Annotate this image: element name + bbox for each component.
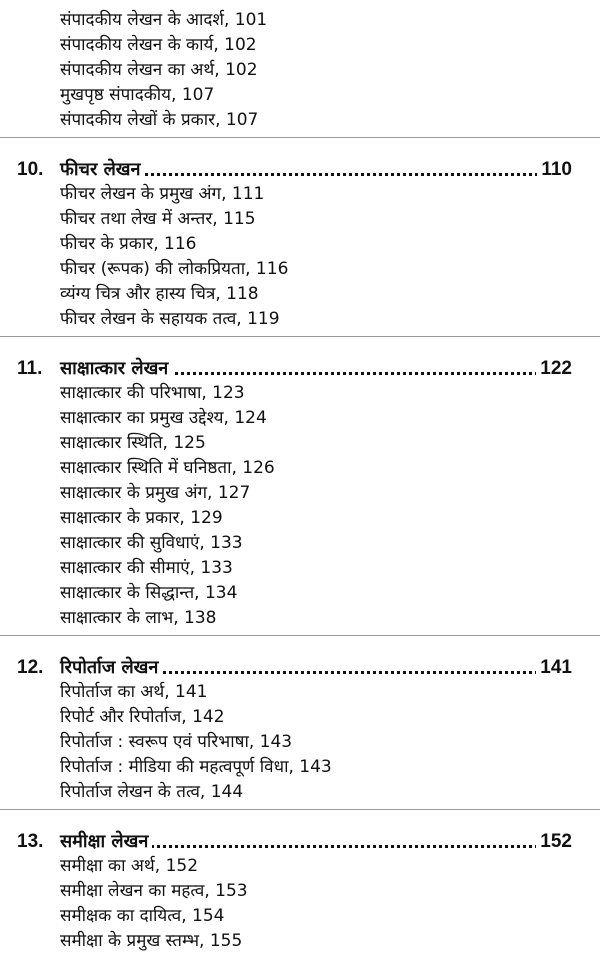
toc-subitem: मुखपृष्ठ संपादकीय, 107 bbox=[60, 85, 215, 105]
toc-subitem: साक्षात्कार का प्रमुख उद्देश्य, 124 bbox=[60, 408, 267, 428]
toc-subitem: संपादकीय लेखों के प्रकार, 107 bbox=[60, 110, 259, 130]
chapter-title: समीक्षा लेखन bbox=[60, 829, 152, 853]
chapter-items bbox=[0, 381, 600, 635]
section-divider bbox=[0, 635, 600, 636]
chapter-items bbox=[0, 680, 600, 809]
chapter-number: 10. bbox=[17, 159, 44, 180]
chapter-title: साक्षात्कार लेखन bbox=[60, 356, 172, 380]
chapter-page-number: 141 bbox=[536, 657, 572, 679]
chapter-heading bbox=[0, 351, 600, 381]
chapter-number: 13. bbox=[17, 831, 44, 852]
toc-subitem: साक्षात्कार के प्रमुख अंग, 127 bbox=[60, 483, 251, 503]
toc-subitem: रिपोर्ताज : मीडिया की महत्वपूर्ण विधा, 143 bbox=[60, 757, 332, 777]
toc-subitem: साक्षात्कार स्थिति, 125 bbox=[60, 433, 206, 453]
toc-subitem: फीचर लेखन के सहायक तत्व, 119 bbox=[60, 309, 280, 329]
toc-subitem: रिपोर्ताज लेखन के तत्व, 144 bbox=[60, 782, 244, 802]
toc-subitem: रिपोर्ताज : स्वरूप एवं परिभाषा, 143 bbox=[60, 732, 293, 752]
toc-subitem: फीचर लेखन के प्रमुख अंग, 111 bbox=[60, 184, 265, 204]
section-divider bbox=[0, 137, 600, 138]
toc-subitem: समीक्षा के प्रमुख स्तम्भ, 155 bbox=[60, 931, 243, 951]
chapter-page-number: 110 bbox=[537, 159, 572, 181]
chapter-page-number: 122 bbox=[536, 358, 572, 380]
section-divider bbox=[0, 336, 600, 337]
chapter-heading bbox=[0, 650, 600, 680]
toc-subitem: संपादकीय लेखन के आदर्श, 101 bbox=[60, 10, 268, 30]
toc-subitem: फीचर के प्रकार, 116 bbox=[60, 234, 197, 254]
chapter-heading bbox=[0, 152, 600, 182]
section-divider bbox=[0, 809, 600, 810]
toc-subitem: साक्षात्कार की परिभाषा, 123 bbox=[60, 383, 245, 403]
toc-subitem: संपादकीय लेखन के कार्य, 102 bbox=[60, 35, 257, 55]
toc-subitem: साक्षात्कार की सुविधाएं, 133 bbox=[60, 533, 243, 553]
chapter-heading bbox=[0, 824, 600, 854]
toc-subitem: व्यंग्य चित्र और हास्य चित्र, 118 bbox=[60, 284, 259, 304]
toc-subitem: साक्षात्कार की सीमाएं, 133 bbox=[60, 558, 233, 578]
chapter-items bbox=[0, 854, 600, 958]
toc-subitem: समीक्षा लेखन का महत्व, 153 bbox=[60, 881, 248, 901]
chapter-title: फीचर लेखन bbox=[60, 157, 145, 181]
chapter-title: रिपोर्ताज लेखन bbox=[60, 655, 162, 679]
toc-subitem: साक्षात्कार स्थिति में घनिष्ठता, 126 bbox=[60, 458, 275, 478]
toc-subitem: समीक्षक का दायित्व, 154 bbox=[60, 906, 225, 926]
chapter-items bbox=[0, 182, 600, 336]
toc-subitem: साक्षात्कार के सिद्धान्त, 134 bbox=[60, 583, 238, 603]
toc-subitem: रिपोर्ट और रिपोर्ताज, 142 bbox=[60, 707, 225, 727]
toc-subitem: समीक्षा का अर्थ, 152 bbox=[60, 856, 199, 876]
toc-subitem: साक्षात्कार के लाभ, 138 bbox=[60, 608, 217, 628]
intro-items bbox=[0, 0, 600, 137]
toc-subitem: फीचर तथा लेख में अन्तर, 115 bbox=[60, 209, 256, 229]
toc-subitem: रिपोर्ताज का अर्थ, 141 bbox=[60, 682, 208, 702]
chapter-number: 12. bbox=[17, 657, 44, 678]
chapter-page-number: 152 bbox=[536, 831, 572, 853]
toc-subitem: फीचर (रूपक) की लोकप्रियता, 116 bbox=[60, 259, 289, 279]
toc-subitem: साक्षात्कार के प्रकार, 129 bbox=[60, 508, 223, 528]
chapter-number: 11. bbox=[17, 358, 43, 379]
toc-subitem: संपादकीय लेखन का अर्थ, 102 bbox=[60, 60, 258, 80]
